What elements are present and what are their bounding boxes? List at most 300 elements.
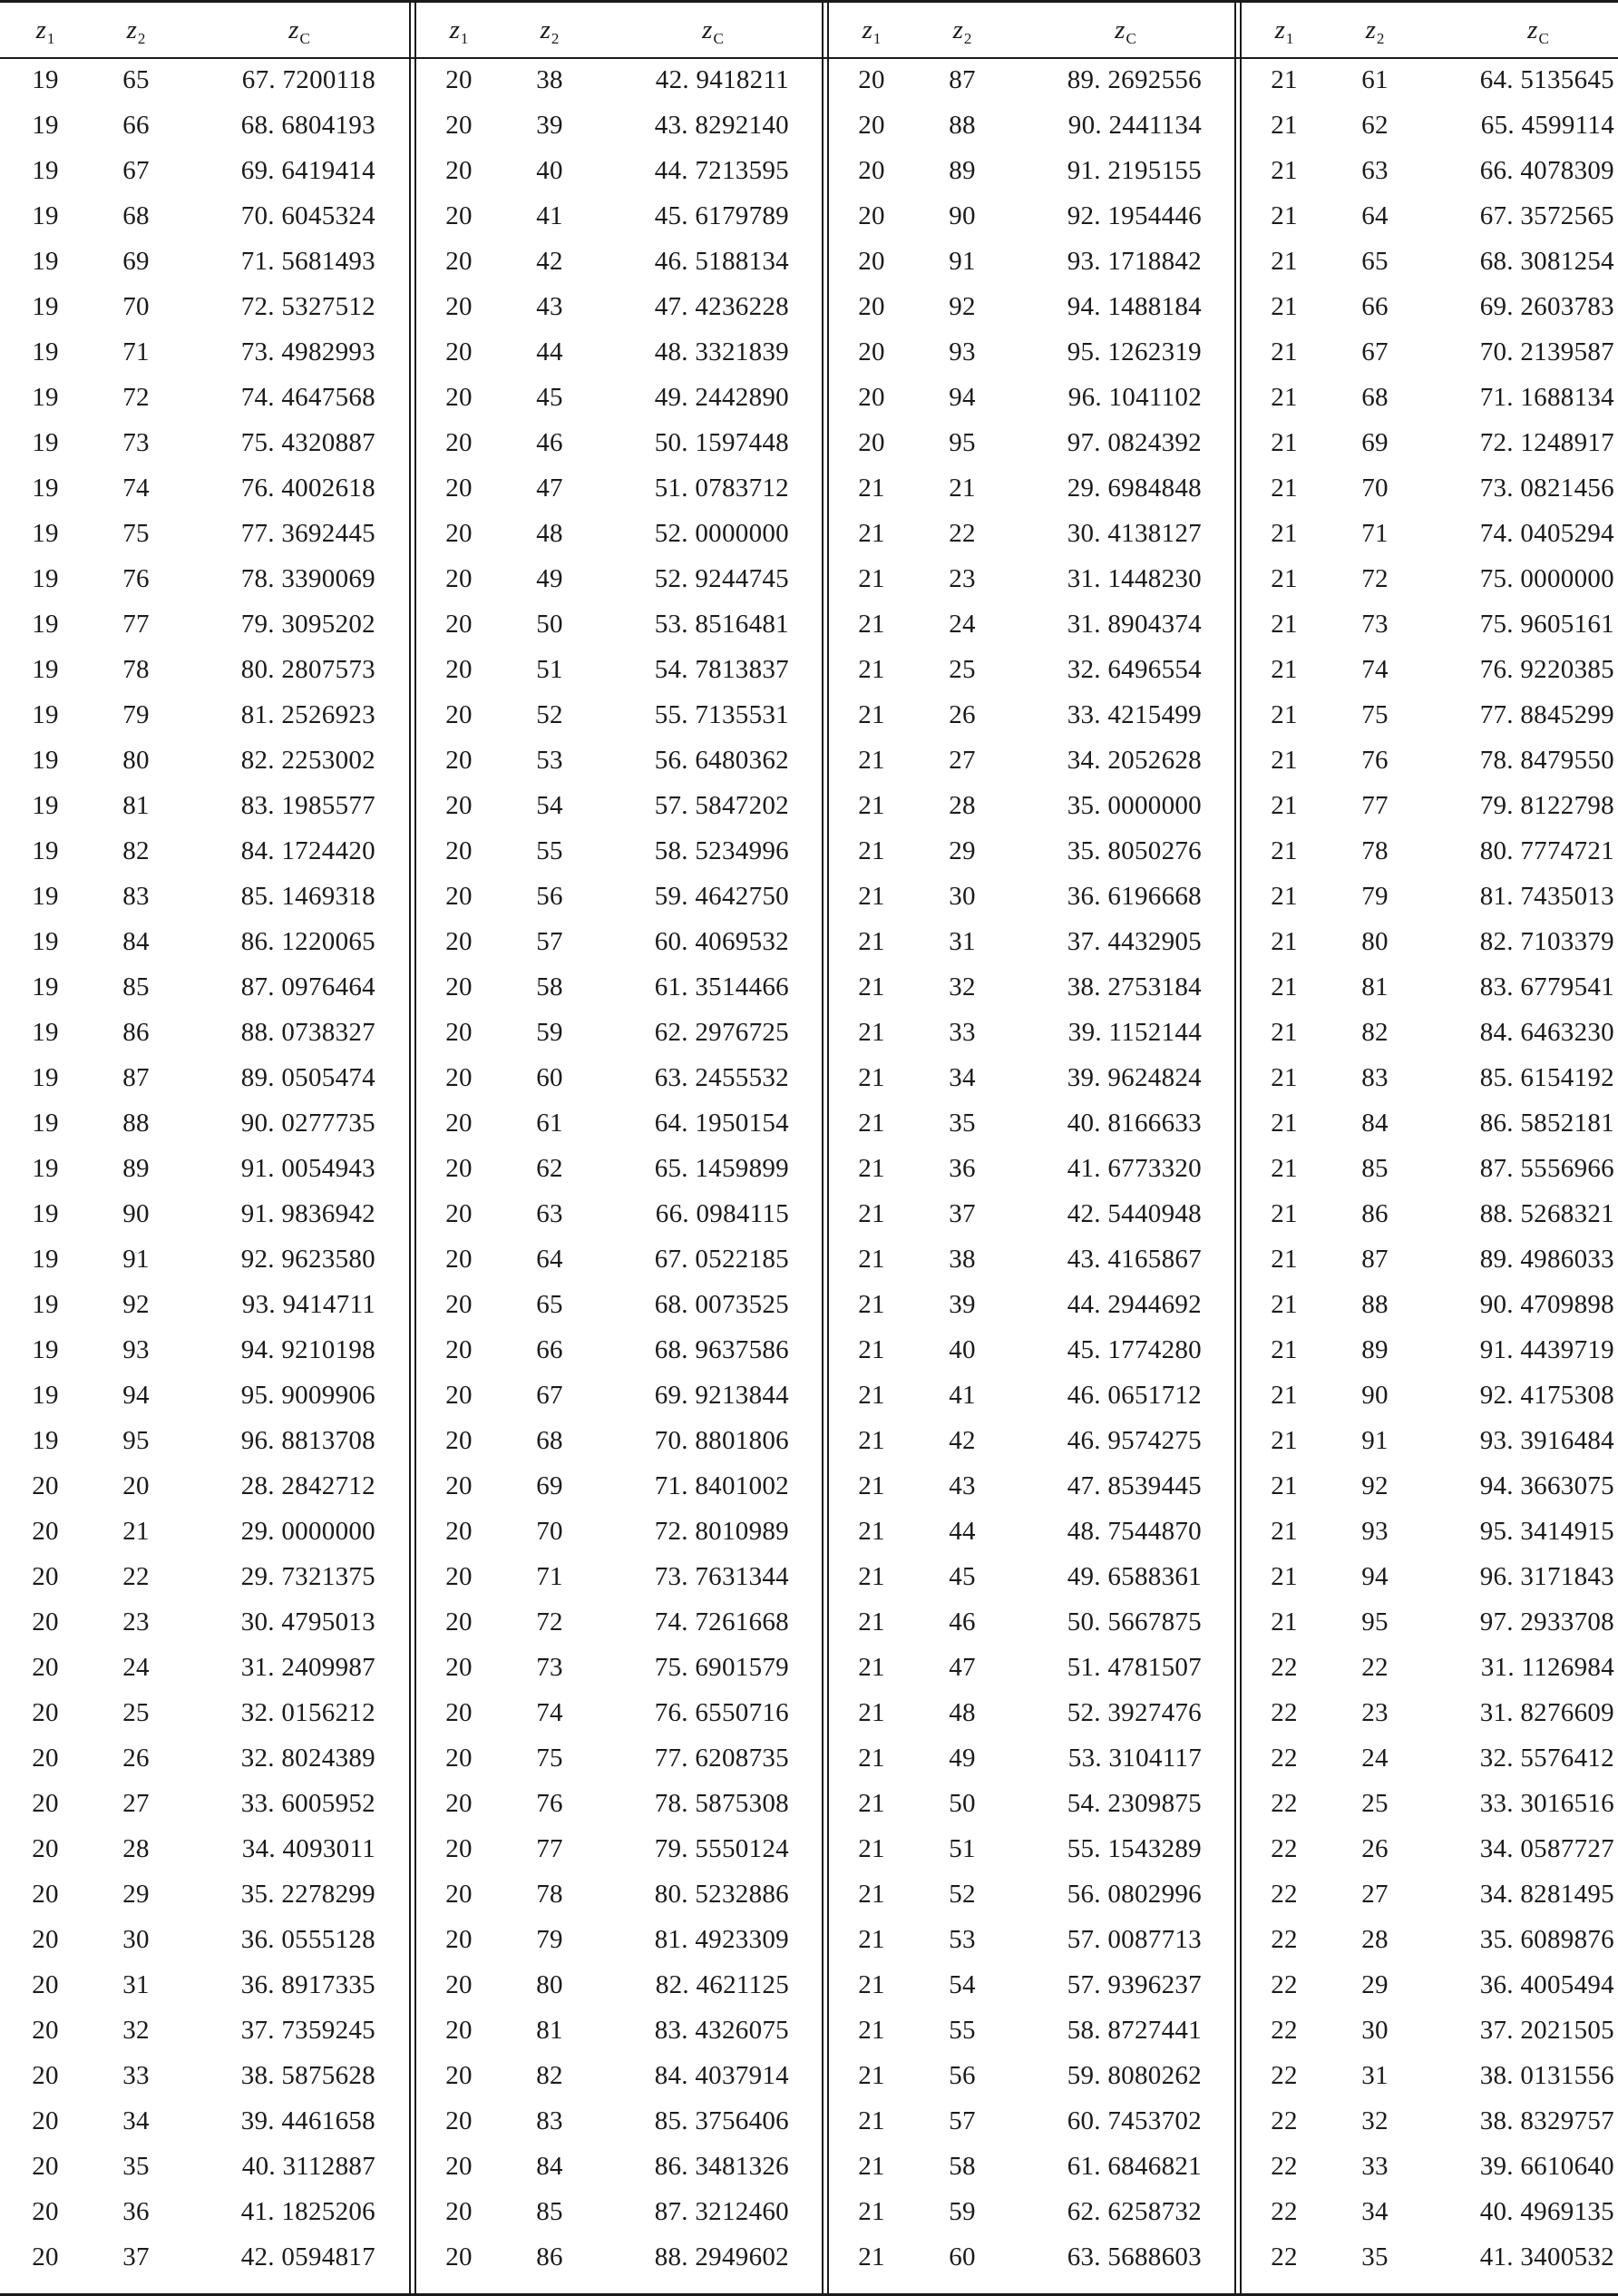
cell-zc: 45. 6179789 <box>654 201 789 230</box>
cell-z1: 20 <box>445 927 473 956</box>
cell-z1: 21 <box>858 882 885 911</box>
cell-zc: 82. 2253002 <box>240 746 375 775</box>
cell-z2: 52 <box>949 1880 976 1909</box>
table-row <box>414 828 793 874</box>
cell-z1: 20 <box>445 1698 473 1727</box>
cell-zc: 35. 8050276 <box>1067 836 1202 865</box>
table-block-4 <box>1239 0 1618 2296</box>
table-row <box>826 103 1205 148</box>
cell-z1: 19 <box>32 1335 59 1364</box>
cell-zc: 62. 2976725 <box>654 1018 789 1047</box>
table-row <box>826 2144 1205 2189</box>
table-row <box>1239 874 1618 919</box>
cell-zc: 49. 2442890 <box>654 383 789 412</box>
cell-zc: 87. 3212460 <box>654 2197 789 2226</box>
cell-z2: 25 <box>1361 1789 1389 1818</box>
cell-zc: 90. 4709898 <box>1479 1290 1614 1319</box>
cell-zc: 73. 4982993 <box>240 337 375 366</box>
cell-z2: 92 <box>949 292 976 321</box>
cell-z2: 93 <box>949 337 976 366</box>
table-row <box>826 647 1205 692</box>
cell-z1: 20 <box>445 292 473 321</box>
cell-zc: 68. 9637586 <box>654 1335 789 1364</box>
cell-z2: 44 <box>536 337 563 366</box>
cell-zc: 82. 4621125 <box>655 1970 789 1999</box>
cell-zc: 44. 2944692 <box>1067 1290 1202 1319</box>
cell-z2: 35 <box>122 2152 150 2181</box>
cell-z2: 46 <box>536 428 563 457</box>
cell-z1: 21 <box>858 1607 885 1637</box>
header-z2: $z_2$ <box>126 15 146 47</box>
cell-z1: 20 <box>858 337 885 366</box>
cell-zc: 63. 2455532 <box>654 1063 789 1092</box>
table-row <box>1239 2144 1618 2189</box>
cell-zc: 71. 8401002 <box>654 1471 789 1500</box>
cell-z2: 54 <box>949 1970 976 1999</box>
table-row <box>414 103 793 148</box>
table-row <box>1239 1509 1618 1554</box>
table-row <box>414 1236 793 1282</box>
table-row <box>826 511 1205 556</box>
cell-z1: 20 <box>445 1381 473 1410</box>
cell-zc: 35. 6089876 <box>1479 1925 1614 1954</box>
table-row <box>414 1327 793 1373</box>
cell-z1: 20 <box>32 2016 59 2045</box>
table-row <box>0 1554 379 1599</box>
table-row <box>0 148 379 193</box>
cell-z2: 33 <box>1361 2152 1389 2181</box>
cell-z2: 34 <box>122 2106 150 2135</box>
cell-zc: 46. 9574275 <box>1067 1426 1202 1455</box>
cell-z2: 74 <box>1361 655 1389 684</box>
cell-z2: 22 <box>122 1562 150 1591</box>
cell-zc: 88. 0738327 <box>240 1018 375 1047</box>
cell-z1: 20 <box>445 111 473 140</box>
cell-z1: 20 <box>32 1653 59 1682</box>
cell-z2: 57 <box>536 927 563 956</box>
cell-zc: 75. 6901579 <box>654 1653 789 1682</box>
cell-zc: 30. 4138127 <box>1067 519 1202 548</box>
cell-zc: 36. 8917335 <box>240 1970 375 1999</box>
cell-z2: 26 <box>949 700 976 729</box>
cell-z2: 27 <box>1361 1880 1389 1909</box>
table-row <box>414 556 793 601</box>
cell-z1: 20 <box>445 836 473 865</box>
table-row <box>0 1917 379 1962</box>
table-row <box>1239 783 1618 828</box>
cell-z1: 21 <box>858 2106 885 2135</box>
cell-z2: 90 <box>949 201 976 230</box>
table-row <box>826 284 1205 329</box>
cell-z1: 20 <box>32 1789 59 1818</box>
cell-z2: 83 <box>122 882 150 911</box>
table-row <box>826 783 1205 828</box>
table-row <box>0 1735 379 1781</box>
cell-z2: 70 <box>536 1517 563 1546</box>
cell-zc: 82. 7103379 <box>1479 927 1614 956</box>
cell-zc: 91. 4439719 <box>1479 1335 1614 1364</box>
cell-zc: 57. 0087713 <box>1067 1925 1202 1954</box>
table-row <box>1239 1236 1618 1282</box>
cell-z1: 21 <box>1271 1607 1298 1637</box>
table-row <box>0 1871 379 1917</box>
cell-z2: 24 <box>1361 1744 1389 1773</box>
table-row <box>1239 103 1618 148</box>
cell-z2: 77 <box>122 610 150 639</box>
table-row <box>826 1236 1205 1282</box>
cell-zc: 41. 3400532 <box>1479 2242 1614 2272</box>
cell-zc: 34. 4093011 <box>241 1834 375 1863</box>
table-row <box>414 738 793 783</box>
table-row <box>0 1509 379 1554</box>
cell-z2: 73 <box>1361 610 1389 639</box>
table-row <box>414 647 793 692</box>
cell-zc: 38. 0131556 <box>1479 2061 1614 2090</box>
table-row <box>0 1282 379 1327</box>
cell-z2: 72 <box>1361 564 1389 593</box>
cell-zc: 29. 0000000 <box>240 1517 375 1546</box>
cell-zc: 33. 4215499 <box>1067 700 1202 729</box>
cell-z2: 42 <box>949 1426 976 1455</box>
table-row <box>826 1509 1205 1554</box>
cell-z1: 21 <box>858 519 885 548</box>
cell-z1: 21 <box>858 1245 885 1274</box>
cell-z2: 38 <box>536 65 563 94</box>
cell-z1: 21 <box>858 1426 885 1455</box>
cell-z2: 59 <box>949 2197 976 2226</box>
cell-z2: 88 <box>1361 1290 1389 1319</box>
cell-z1: 20 <box>445 1925 473 1954</box>
cell-zc: 58. 8727441 <box>1067 2016 1202 2045</box>
cell-z2: 91 <box>949 247 976 276</box>
table-row <box>826 1463 1205 1509</box>
cell-z1: 20 <box>32 1698 59 1727</box>
cell-zc: 74. 4647568 <box>240 383 375 412</box>
table-row <box>414 420 793 465</box>
table-row <box>826 2098 1205 2144</box>
cell-zc: 85. 6154192 <box>1479 1063 1614 1092</box>
table-row <box>0 511 379 556</box>
cell-zc: 31. 8276609 <box>1479 1698 1614 1727</box>
cell-z1: 19 <box>32 292 59 321</box>
cell-z1: 21 <box>858 1925 885 1954</box>
cell-z2: 34 <box>1361 2197 1389 2226</box>
table-row <box>1239 511 1618 556</box>
cell-z1: 21 <box>1271 1063 1298 1092</box>
cell-z2: 84 <box>122 927 150 956</box>
cell-zc: 52. 9244745 <box>654 564 789 593</box>
cell-zc: 55. 7135531 <box>654 700 789 729</box>
cell-zc: 64. 1950154 <box>654 1109 789 1138</box>
cell-zc: 39. 1152144 <box>1067 1018 1202 1047</box>
cell-zc: 77. 3692445 <box>240 519 375 548</box>
table-row <box>1239 2053 1618 2098</box>
cell-z2: 31 <box>122 1970 150 1999</box>
cell-zc: 45. 1774280 <box>1067 1335 1202 1364</box>
cell-z2: 83 <box>536 2106 563 2135</box>
cell-zc: 42. 9418211 <box>655 65 789 94</box>
cell-z2: 25 <box>122 1698 150 1727</box>
cell-zc: 61. 3514466 <box>654 972 789 1001</box>
cell-z2: 25 <box>949 655 976 684</box>
column-header-row <box>826 0 1205 57</box>
table-row <box>1239 1781 1618 1826</box>
cell-z1: 22 <box>1271 2152 1298 2181</box>
cell-z2: 51 <box>949 1834 976 1863</box>
table-row <box>0 828 379 874</box>
table-row <box>826 964 1205 1010</box>
table-row <box>0 964 379 1010</box>
cell-z1: 21 <box>1271 65 1298 94</box>
table-row <box>826 1100 1205 1146</box>
cell-zc: 89. 0505474 <box>240 1063 375 1092</box>
cell-zc: 44. 7213595 <box>654 156 789 185</box>
cell-zc: 96. 1041102 <box>1067 383 1202 412</box>
cell-z1: 21 <box>858 2016 885 2045</box>
cell-zc: 43. 8292140 <box>654 111 789 140</box>
cell-zc: 47. 4236228 <box>654 292 789 321</box>
table-row <box>1239 2189 1618 2234</box>
table-row <box>414 1962 793 2008</box>
table-block-2 <box>414 0 793 2296</box>
cell-z1: 20 <box>858 428 885 457</box>
cell-z2: 93 <box>1361 1517 1389 1546</box>
cell-z1: 21 <box>858 746 885 775</box>
cell-z1: 19 <box>32 791 59 820</box>
cell-z2: 72 <box>122 383 150 412</box>
table-row <box>0 239 379 284</box>
cell-z2: 82 <box>536 2061 563 2090</box>
cell-z1: 21 <box>858 2152 885 2181</box>
cell-z1: 21 <box>1271 746 1298 775</box>
cell-z1: 19 <box>32 836 59 865</box>
cell-z2: 76 <box>122 564 150 593</box>
cell-z2: 92 <box>1361 1471 1389 1500</box>
cell-z2: 32 <box>122 2016 150 2045</box>
cell-zc: 41. 6773320 <box>1067 1154 1202 1183</box>
table-row <box>414 1645 793 1690</box>
cell-z1: 20 <box>445 1199 473 1228</box>
cell-z2: 67 <box>122 156 150 185</box>
cell-z2: 79 <box>1361 882 1389 911</box>
cell-z2: 58 <box>536 972 563 1001</box>
cell-z2: 56 <box>536 882 563 911</box>
table-row <box>826 239 1205 284</box>
cell-z2: 89 <box>949 156 976 185</box>
table-row <box>826 465 1205 511</box>
cell-zc: 93. 1718842 <box>1067 247 1202 276</box>
cell-z2: 77 <box>1361 791 1389 820</box>
cell-z1: 20 <box>445 2152 473 2181</box>
cell-zc: 91. 2195155 <box>1067 156 1202 185</box>
cell-z2: 46 <box>949 1607 976 1637</box>
cell-z2: 82 <box>122 836 150 865</box>
cell-z1: 20 <box>445 1653 473 1682</box>
cell-z1: 21 <box>858 1517 885 1546</box>
cell-zc: 86. 5852181 <box>1479 1109 1614 1138</box>
block-divider <box>1234 0 1236 2296</box>
table-row <box>826 1191 1205 1236</box>
cell-z2: 68 <box>1361 383 1389 412</box>
cell-z2: 78 <box>122 655 150 684</box>
table-row <box>826 1871 1205 1917</box>
cell-z1: 20 <box>445 1834 473 1863</box>
cell-zc: 92. 9623580 <box>240 1245 375 1274</box>
table-row <box>414 148 793 193</box>
table-row <box>414 1690 793 1735</box>
cell-z2: 78 <box>1361 836 1389 865</box>
cell-zc: 68. 0073525 <box>654 1290 789 1319</box>
cell-z2: 49 <box>949 1744 976 1773</box>
header-z1: $z_1$ <box>35 15 55 47</box>
cell-z2: 45 <box>536 383 563 412</box>
cell-z2: 32 <box>949 972 976 1001</box>
table-row <box>1239 239 1618 284</box>
cell-zc: 89. 4986033 <box>1479 1245 1614 1274</box>
cell-z1: 20 <box>445 1471 473 1500</box>
cell-zc: 39. 6610640 <box>1479 2152 1614 2181</box>
cell-z2: 28 <box>949 791 976 820</box>
cell-z1: 19 <box>32 1109 59 1138</box>
table-row <box>1239 193 1618 239</box>
cell-z2: 39 <box>949 1290 976 1319</box>
cell-z2: 94 <box>1361 1562 1389 1591</box>
cell-zc: 83. 6779541 <box>1479 972 1614 1001</box>
table-row <box>1239 2098 1618 2144</box>
cell-zc: 57. 5847202 <box>654 791 789 820</box>
cell-z2: 40 <box>536 156 563 185</box>
cell-zc: 34. 2052628 <box>1067 746 1202 775</box>
cell-zc: 89. 2692556 <box>1067 65 1202 94</box>
cell-z2: 42 <box>536 247 563 276</box>
cell-z1: 19 <box>32 111 59 140</box>
cell-z2: 47 <box>949 1653 976 1682</box>
table-row <box>414 964 793 1010</box>
table-row <box>826 1781 1205 1826</box>
table-row <box>826 556 1205 601</box>
cell-z2: 29 <box>949 836 976 865</box>
cell-z1: 20 <box>858 111 885 140</box>
table-row <box>826 1962 1205 2008</box>
cell-zc: 79. 3095202 <box>240 610 375 639</box>
cell-z1: 21 <box>1271 1426 1298 1455</box>
cell-z1: 19 <box>32 1381 59 1410</box>
table-row <box>1239 1735 1618 1781</box>
cell-z2: 70 <box>122 292 150 321</box>
cell-z2: 61 <box>536 1109 563 1138</box>
cell-zc: 31. 2409987 <box>240 1653 375 1682</box>
cell-zc: 60. 4069532 <box>654 927 789 956</box>
cell-z1: 19 <box>32 1426 59 1455</box>
table-row <box>1239 556 1618 601</box>
table-row <box>1239 1146 1618 1191</box>
table-row <box>1239 1690 1618 1735</box>
cell-z2: 83 <box>1361 1063 1389 1092</box>
table-row <box>414 1781 793 1826</box>
cell-z1: 21 <box>858 1834 885 1863</box>
cell-z2: 69 <box>536 1471 563 1500</box>
table-row <box>414 1554 793 1599</box>
cell-z2: 30 <box>122 1925 150 1954</box>
table-row <box>414 1010 793 1055</box>
cell-z1: 19 <box>32 1245 59 1274</box>
cell-z1: 21 <box>1271 1018 1298 1047</box>
cell-z1: 21 <box>858 836 885 865</box>
table-row <box>826 148 1205 193</box>
cell-z1: 22 <box>1271 1698 1298 1727</box>
table-row <box>1239 601 1618 647</box>
cell-zc: 49. 6588361 <box>1067 1562 1202 1591</box>
cell-zc: 52. 3927476 <box>1067 1698 1202 1727</box>
cell-z1: 19 <box>32 746 59 775</box>
cell-z2: 26 <box>122 1744 150 1773</box>
table-row <box>0 1599 379 1645</box>
table-row <box>826 1010 1205 1055</box>
table-row <box>1239 1599 1618 1645</box>
cell-z2: 78 <box>536 1880 563 1909</box>
table-row <box>0 556 379 601</box>
header-zc: $z_C$ <box>1115 15 1136 47</box>
cell-zc: 68. 6804193 <box>240 111 375 140</box>
cell-z1: 20 <box>858 383 885 412</box>
cell-z1: 21 <box>858 1744 885 1773</box>
cell-z2: 89 <box>1361 1335 1389 1364</box>
cell-z1: 20 <box>445 564 473 593</box>
cell-zc: 31. 8904374 <box>1067 610 1202 639</box>
cell-z1: 20 <box>445 428 473 457</box>
cell-z2: 31 <box>949 927 976 956</box>
cell-z2: 65 <box>536 1290 563 1319</box>
table-row <box>414 1191 793 1236</box>
table-row <box>1239 375 1618 420</box>
cell-zc: 75. 9605161 <box>1479 610 1614 639</box>
cell-zc: 91. 9836942 <box>240 1199 375 1228</box>
cell-zc: 39. 4461658 <box>240 2106 375 2135</box>
cell-z2: 64 <box>1361 201 1389 230</box>
cell-z1: 21 <box>1271 383 1298 412</box>
cell-z1: 21 <box>1271 655 1298 684</box>
cell-zc: 74. 7261668 <box>654 1607 789 1637</box>
table-row <box>0 1826 379 1871</box>
cell-z1: 20 <box>858 247 885 276</box>
cell-z1: 21 <box>858 2197 885 2226</box>
cell-z1: 21 <box>858 1562 885 1591</box>
cell-zc: 66. 4078309 <box>1479 156 1614 185</box>
cell-z1: 21 <box>1271 1109 1298 1138</box>
cell-z2: 31 <box>1361 2061 1389 2090</box>
table-row <box>0 465 379 511</box>
cell-z2: 22 <box>949 519 976 548</box>
cell-z2: 23 <box>122 1607 150 1637</box>
cell-z2: 28 <box>122 1834 150 1863</box>
cell-z1: 20 <box>445 383 473 412</box>
table-row <box>414 1917 793 1962</box>
cell-z1: 20 <box>445 1290 473 1319</box>
cell-z2: 92 <box>122 1290 150 1319</box>
cell-z2: 79 <box>536 1925 563 1954</box>
cell-zc: 87. 5556966 <box>1479 1154 1614 1183</box>
cell-z2: 81 <box>536 2016 563 2045</box>
table-row <box>414 511 793 556</box>
table-row <box>0 103 379 148</box>
cell-z2: 50 <box>949 1789 976 1818</box>
cell-zc: 48. 7544870 <box>1067 1517 1202 1546</box>
cell-z2: 34 <box>949 1063 976 1092</box>
cell-z1: 20 <box>445 1154 473 1183</box>
cell-zc: 58. 5234996 <box>654 836 789 865</box>
cell-z2: 41 <box>949 1381 976 1410</box>
cell-zc: 48. 3321839 <box>654 337 789 366</box>
